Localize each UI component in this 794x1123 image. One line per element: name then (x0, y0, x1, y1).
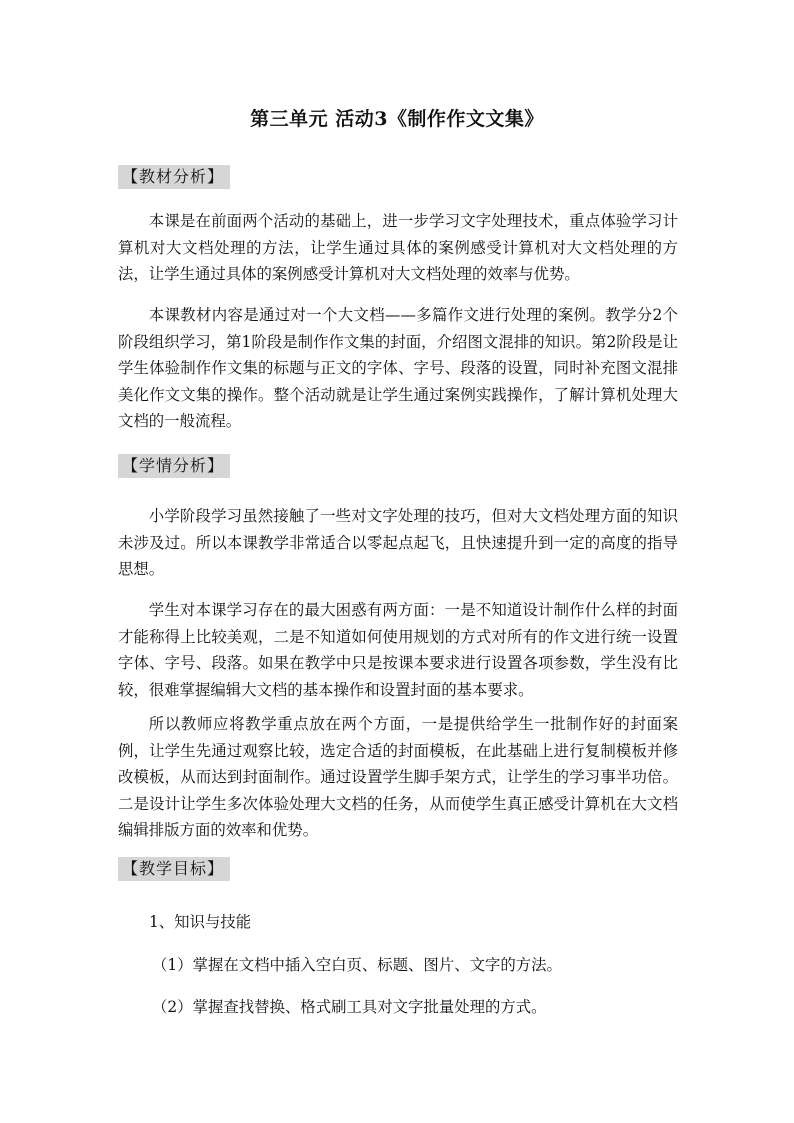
paragraph-textbook-2: 本课教材内容是通过对一个大文档——多篇作文进行处理的案例。教学分2个阶段组织学习，第1阶段是制作作文集的封面，介绍图文混排的知识。第2阶段是让学生体验制作作文集的标题与正文的字体、字号、段落的设置，同时补充图文混排美化作文文集的操作。整个活动就是让学生通过案例实践操作，了解计算机处理大文档的一般流程。 (118, 306, 678, 430)
paragraph-learner-3: 所以教师应将教学重点放在两个方面，一是提供给学生一批制作好的封面案例，让学生先通过观察比较，选定合适的封面模板，在此基础上进行复制模板并修改模板，从而达到封面制作。通过设置学生脚手架方式，让学生的学习事半功倍。二是设计让学生多次体验处理大文档的任务，从而使学生真正感受计算机在大文档编辑排版方面的效率和优势。 (118, 715, 678, 839)
document-title: 第三单元 活动3《制作作文文集》 (250, 108, 544, 130)
goal-item-knowledge-skills: 1、知识与技能 (149, 913, 252, 931)
section-heading-teaching-goals: 【教学目标】 (118, 857, 230, 881)
paragraph-textbook-1: 本课是在前面两个活动的基础上，进一步学习文字处理技术，重点体验学习计算机对大文档处理的方法，让学生通过具体的案例感受计算机对大文档处理的方法，让学生通过具体的案例感受计算机对大文档处理的效率与优势。 (118, 212, 678, 283)
section-heading-learner-analysis: 【学情分析】 (118, 454, 230, 478)
goal-item-2: （2）掌握查找替换、格式刷工具对文字批量处理的方式。 (152, 998, 547, 1016)
goal-item-1: （1）掌握在文档中插入空白页、标题、图片、文字的方法。 (152, 956, 562, 974)
section-heading-textbook-analysis: 【教材分析】 (118, 165, 230, 189)
paragraph-learner-2: 学生对本课学习存在的最大困惑有两方面：一是不知道设计制作什么样的封面才能称得上比较美观，二是不知道如何使用规划的方式对所有的作文进行统一设置字体、字号、段落。如果在教学中只是按课本要求进行设置各项参数，学生没有比较，很难掌握编辑大文档的基本操作和设置封面的基本要求。 (118, 601, 678, 699)
paragraph-learner-1: 小学阶段学习虽然接触了一些对文字处理的技巧，但对大文档处理方面的知识未涉及过。所以本课教学非常适合以零起点起飞，且快速提升到一定的高度的指导思想。 (118, 507, 678, 578)
